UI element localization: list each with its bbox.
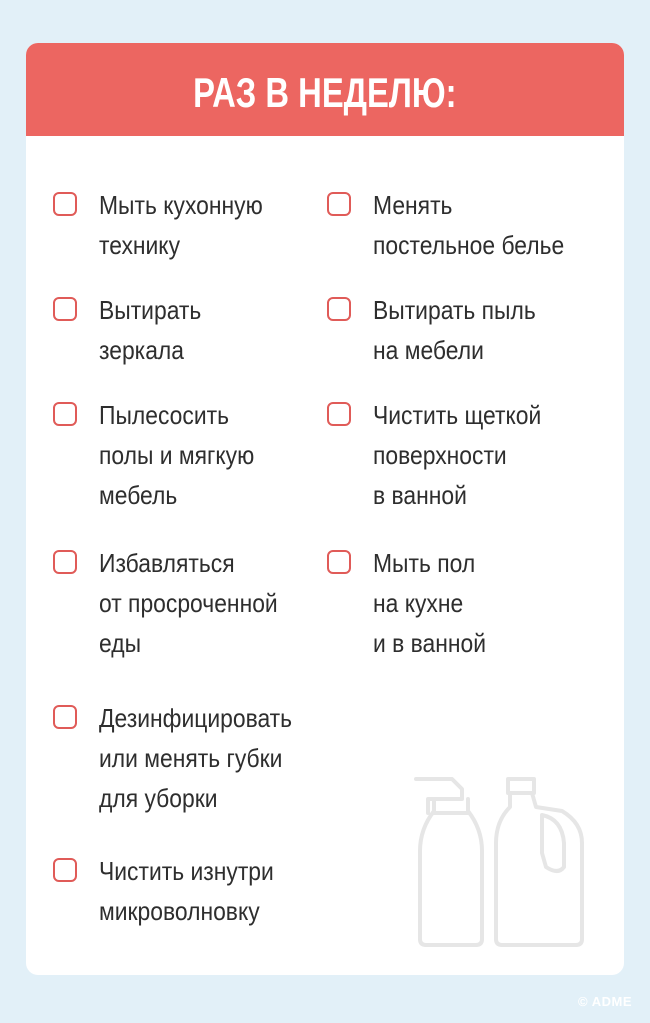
- checkbox[interactable]: [53, 192, 77, 216]
- checkbox[interactable]: [53, 550, 77, 574]
- checklist-item-label: Мыть кухонную технику: [99, 190, 263, 260]
- checklist-item[interactable]: [53, 290, 215, 370]
- checklist-item[interactable]: [53, 185, 285, 265]
- card-title: РАЗ В НЕДЕЛЮ:: [193, 68, 457, 116]
- checkbox[interactable]: [327, 550, 351, 574]
- checklist-item[interactable]: [53, 698, 318, 818]
- checkbox[interactable]: [327, 192, 351, 216]
- checkbox[interactable]: [53, 297, 77, 321]
- checklist-item[interactable]: [327, 543, 501, 663]
- checkbox[interactable]: [327, 297, 351, 321]
- copyright-label: © ADME: [578, 994, 632, 1009]
- checkbox[interactable]: [53, 705, 77, 729]
- checklist-item-label: Дезинфицировать или менять губки для уборки: [99, 703, 293, 813]
- checklist-item[interactable]: [53, 395, 275, 515]
- checklist-item[interactable]: [327, 395, 564, 515]
- checklist-item-label: Чистить изнутри микроволновку: [99, 856, 274, 926]
- checklist-item-label: Пылесосить полы и мягкую мебель: [99, 400, 255, 510]
- checklist-item-label: Вытирать пыль на мебели: [373, 295, 536, 365]
- checklist-item-label: Менять постельное белье: [373, 190, 565, 260]
- checklist-item[interactable]: [53, 543, 302, 663]
- checkbox[interactable]: [53, 858, 77, 882]
- checklist-item-label: Мыть пол на кухне и в ванной: [373, 548, 487, 658]
- checklist-item-label: Избавляться от просроченной еды: [99, 548, 278, 658]
- checklist-card: [26, 43, 624, 975]
- checklist-item-label: Чистить щеткой поверхности в ванной: [373, 400, 542, 510]
- card-header: [26, 43, 624, 136]
- cleaning-bottles-icon: [412, 773, 592, 953]
- checkbox[interactable]: [327, 402, 351, 426]
- checklist-item[interactable]: [53, 851, 298, 931]
- checklist-item-label: Вытирать зеркала: [99, 295, 202, 365]
- checklist-item[interactable]: [327, 185, 590, 265]
- checklist-item[interactable]: [327, 290, 558, 370]
- checkbox[interactable]: [53, 402, 77, 426]
